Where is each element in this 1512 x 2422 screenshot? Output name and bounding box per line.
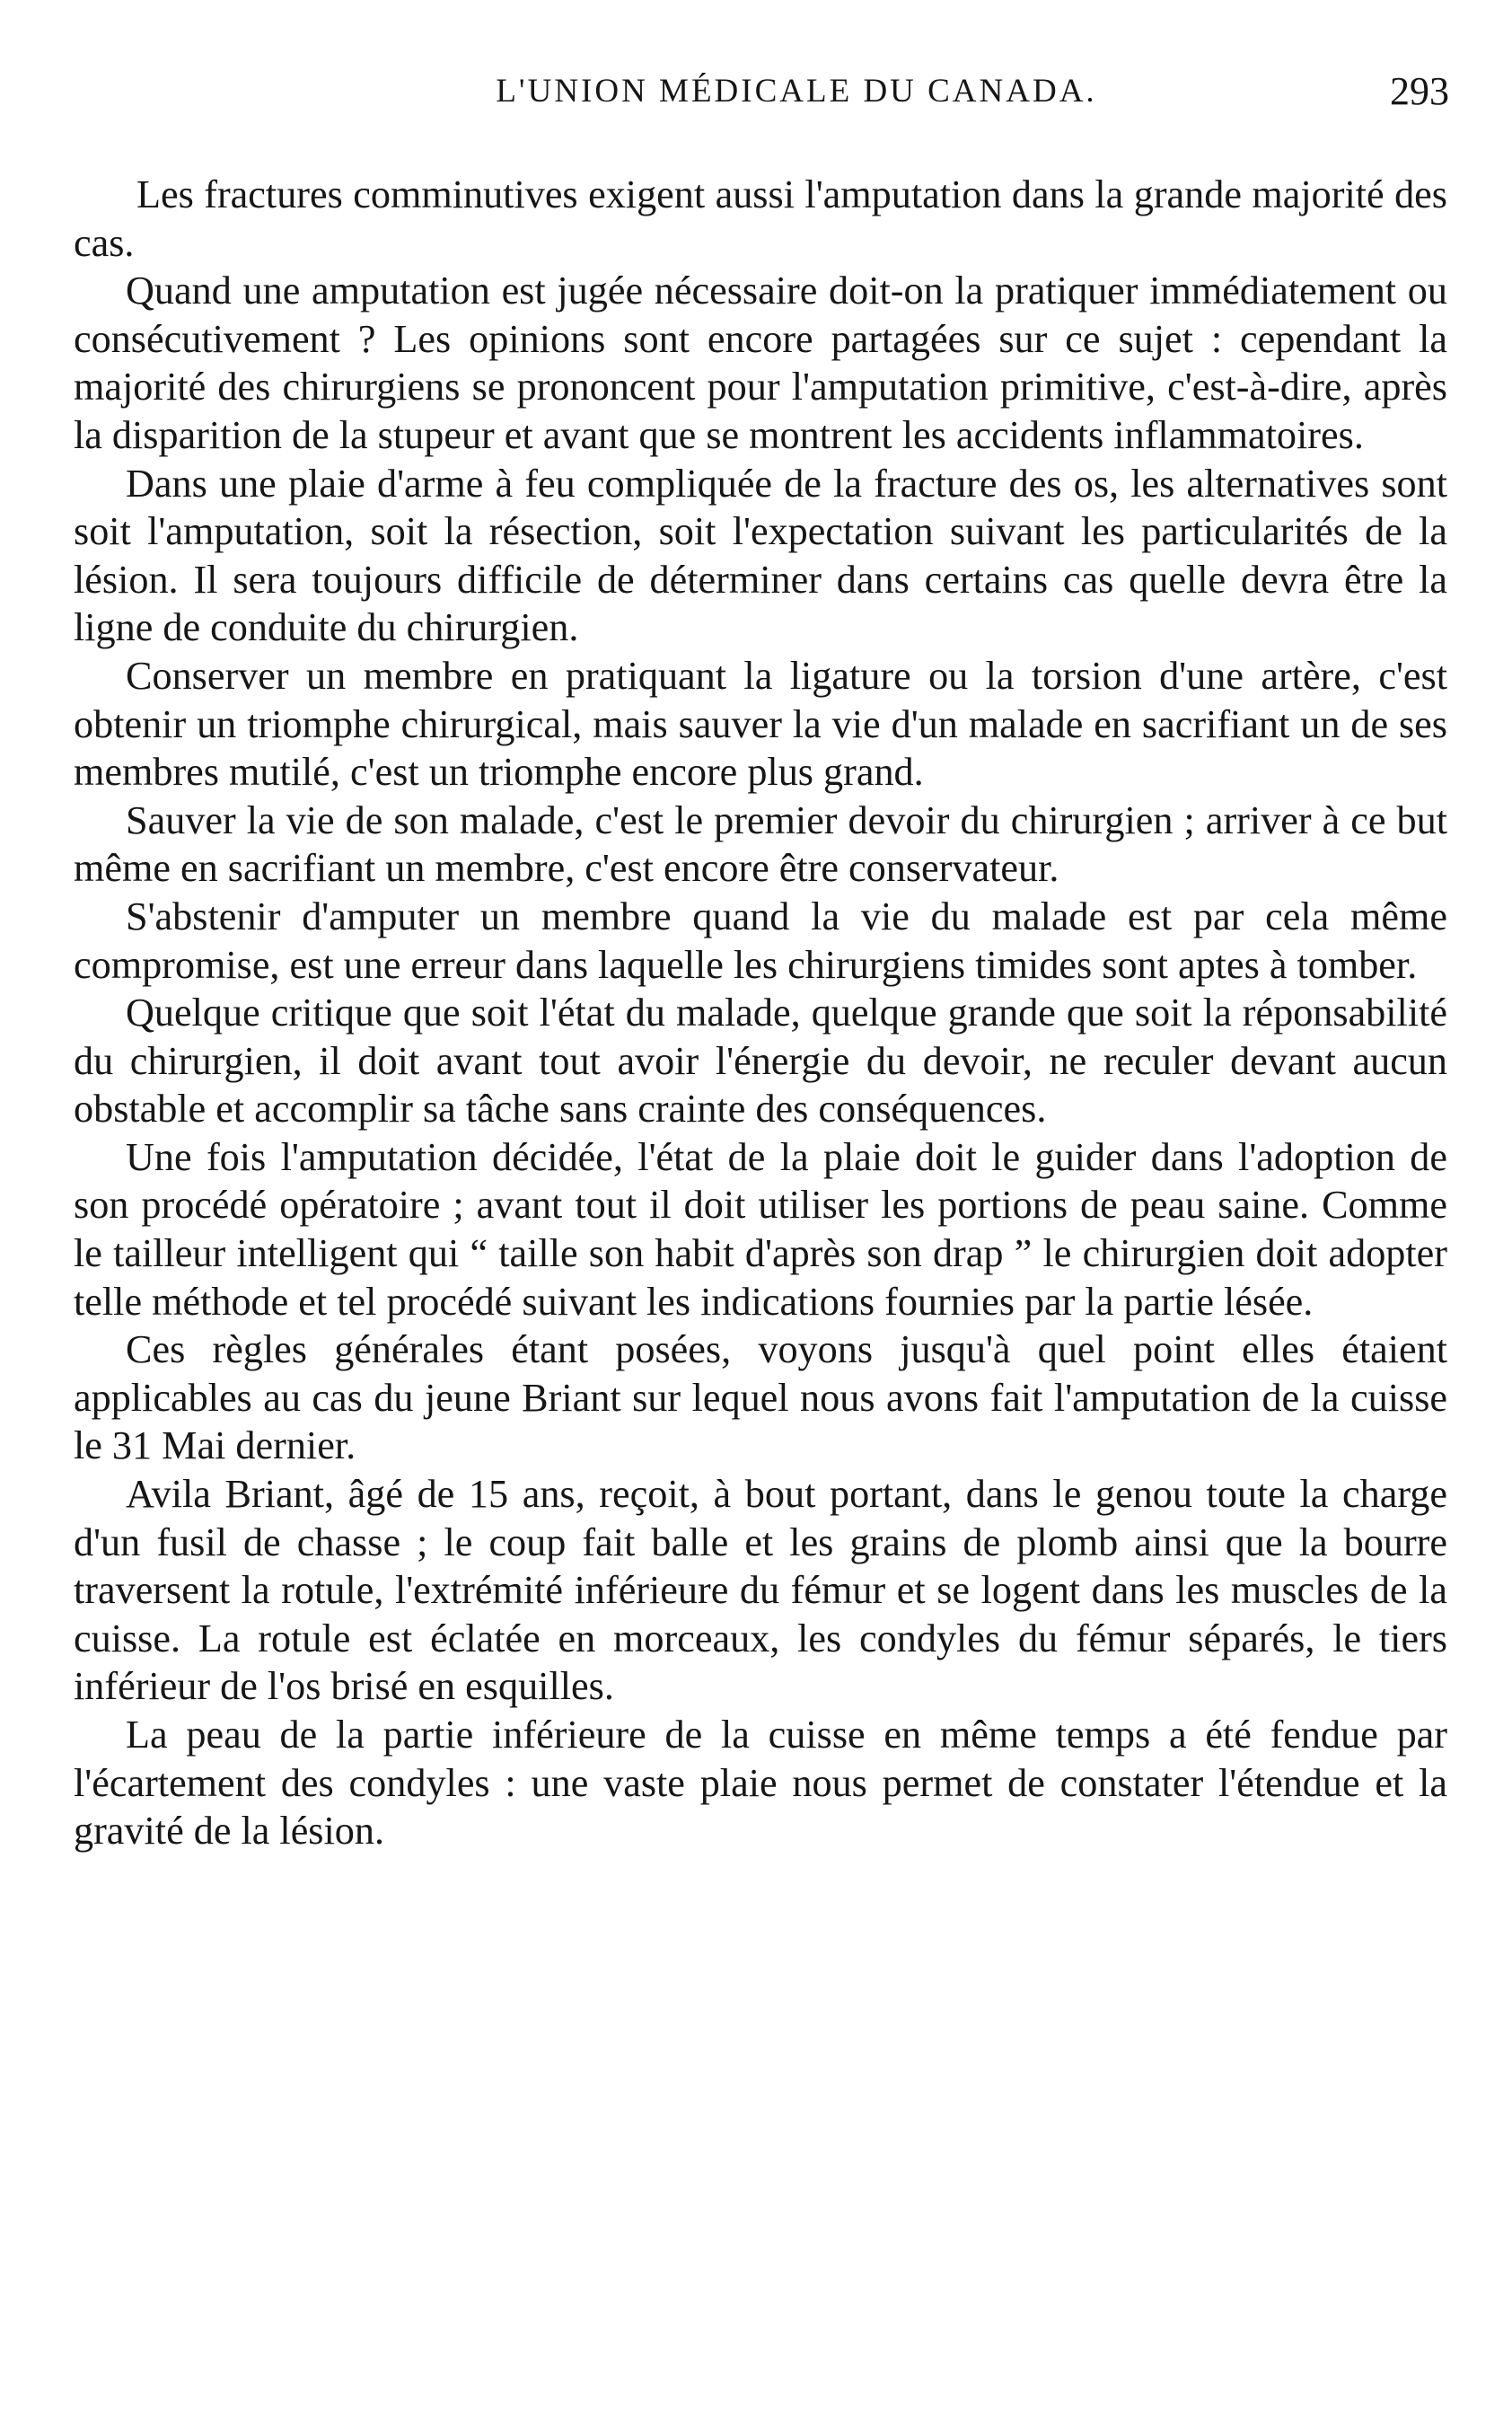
paragraph: Ces règles générales étant posées, voyons jusqu'à quel point elles étaient applicables au cas du jeune Briant sur lequel nous avons fait l'amputation de la cuisse le 31 Mai dernier. xyxy=(74,1327,1447,1468)
running-header xyxy=(90,69,1449,126)
page-number: 293 xyxy=(1390,69,1449,113)
paragraph: Avila Briant, âgé de 15 ans, reçoit, à bout portant, dans le genou toute la charge d'un fusil de chasse ; le coup fait balle et les grains de plomb ainsi que la bourre traversent la rotule, l'extrémité inférieure du fémur et se logent dans les muscles de la cuisse. La rotule est éclatée en morceaux, les condyles du fémur séparés, le tiers inférieur de l'os brisé en esquilles. xyxy=(74,1472,1447,1709)
paragraph: Les fractures comminutives exigent aussi l'amputation dans la grande majorité des cas. xyxy=(74,172,1447,265)
body-text xyxy=(74,171,1447,1855)
paragraph: Quand une amputation est jugée nécessaire doit-on la pratiquer immédiatement ou consécutivement ? Les opinions sont encore partagées sur ce sujet : cependant la majorité des chirurgiens se prononcent pour l'amputation primitive, c'est-à-dire, après la disparition de la stupeur et avant que se montrent les accidents inflammatoires. xyxy=(74,269,1447,457)
paragraph: La peau de la partie inférieure de la cuisse en même temps a été fendue par l'écartement des condyles : une vaste plaie nous permet de constater l'étendue et la gravité de la lésion. xyxy=(74,1713,1447,1854)
paragraph: Dans une plaie d'arme à feu compliquée de la fracture des os, les alternatives sont soit l'amputation, soit la résection, soit l'expectation suivant les particularités de la lésion. Il sera toujours difficile de déterminer dans certains cas quelle devra être la ligne de conduite du chirurgien. xyxy=(74,461,1447,650)
running-title: L'UNION MÉDICALE DU CANADA. xyxy=(496,73,1097,110)
paragraph: Sauver la vie de son malade, c'est le premier devoir du chirurgien ; arriver à ce but même en sacrifiant un membre, c'est encore être conservateur. xyxy=(74,797,1447,891)
paragraph: Conserver un membre en pratiquant la ligature ou la torsion d'une artère, c'est obtenir un triomphe chirurgical, mais sauver la vie d'un malade en sacrifiant un de ses membres mutilé, c'est un triomphe encore plus grand. xyxy=(74,653,1447,795)
paragraph: S'abstenir d'amputer un membre quand la vie du malade est par cela même compromise, est une erreur dans laquelle les chirurgiens timides sont aptes à tomber. xyxy=(74,894,1447,987)
paragraph: Une fois l'amputation décidée, l'état de la plaie doit le guider dans l'adoption de son procédé opératoire ; avant tout il doit utiliser les portions de peau saine. Comme le tailleur intelligent qui “ taille son habit d'après son drap ” le chirurgien doit adopter telle méthode et tel procédé suivant les indications fournies par la partie lésée. xyxy=(74,1134,1447,1324)
paragraph: Quelque critique que soit l'état du malade, quelque grande que soit la réponsabilité du chirurgien, il doit avant tout avoir l'énergie du devoir, ne reculer devant aucun obstable et accomplir sa tâche sans crainte des conséquences. xyxy=(74,991,1447,1132)
